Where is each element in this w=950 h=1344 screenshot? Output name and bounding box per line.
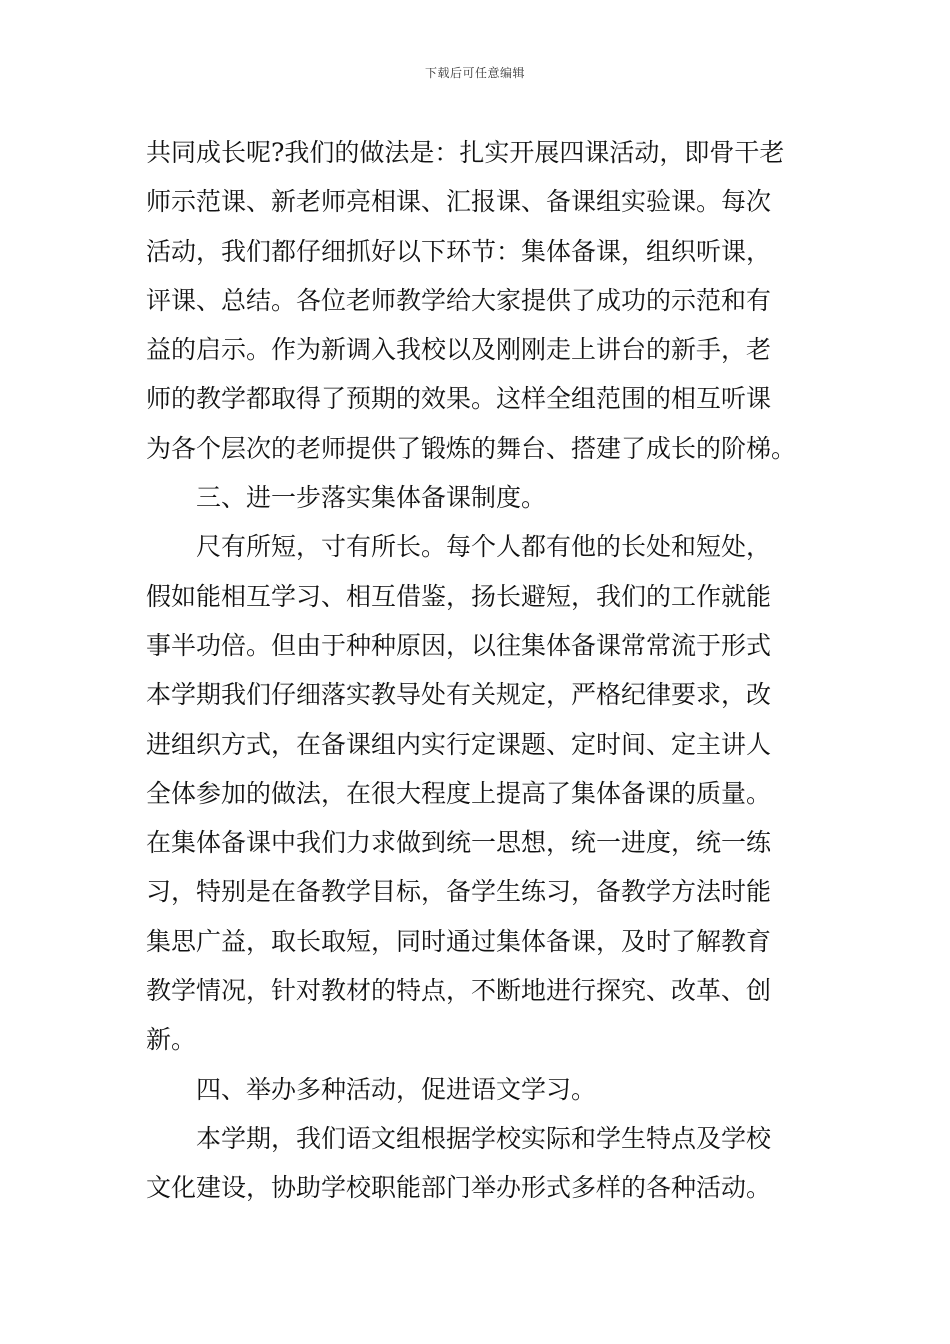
- text-line: 习，特别是在备教学目标，备学生练习，备教学方法时能: [146, 877, 772, 907]
- page-header: 下载后可任意编辑: [424, 66, 525, 80]
- text-line: 尺有所短，寸有所长。每个人都有他的长处和短处，: [196, 532, 772, 562]
- text-line: 师示范课、新老师亮相课、汇报课、备课组实验课。每次: [146, 187, 772, 217]
- text-line: 文化建设，协助学校职能部门举办形式多样的各种活动。: [146, 1173, 772, 1203]
- text-line: 假如能相互学习、相互借鉴，扬长避短，我们的工作就能: [146, 581, 772, 611]
- section-heading: 三、进一步落实集体备课制度。: [196, 483, 547, 513]
- text-line: 事半功倍。但由于种种原因，以往集体备课常常流于形式: [146, 630, 772, 660]
- text-line: 全体参加的做法，在很大程度上提高了集体备课的质量。: [146, 778, 772, 808]
- text-line: 益的启示。作为新调入我校以及刚刚走上讲台的新手，老: [146, 335, 772, 365]
- text-line: 本学期我们仔细落实教导处有关规定，严格纪律要求，改: [146, 680, 772, 710]
- text-line: 评课、总结。各位老师教学给大家提供了成功的示范和有: [146, 285, 772, 315]
- text-line: 新。: [146, 1025, 197, 1055]
- text-line: 活动，我们都仔细抓好以下环节：集体备课，组织听课，: [146, 236, 772, 266]
- text-line: 共同成长呢?我们的做法是：扎实开展四课活动，即骨干老: [146, 138, 785, 167]
- text-line: 师的教学都取得了预期的效果。这样全组范围的相互听课: [146, 384, 772, 414]
- section-heading: 四、举办多种活动，促进语文学习。: [196, 1074, 597, 1104]
- text-line: 本学期，我们语文组根据学校实际和学生特点及学校: [196, 1123, 772, 1153]
- text-line: 教学情况，针对教材的特点，不断地进行探究、改革、创: [146, 976, 772, 1006]
- text-line: 为各个层次的老师提供了锻炼的舞台、搭建了成长的阶梯。: [146, 433, 797, 463]
- text-line: 进组织方式，在备课组内实行定课题、定时间、定主讲人: [146, 729, 772, 759]
- text-line: 在集体备课中我们力求做到统一思想，统一进度，统一练: [146, 828, 772, 858]
- text-line: 集思广益，取长取短，同时通过集体备课，及时了解教育: [146, 926, 772, 956]
- document-body: [146, 128, 811, 1213]
